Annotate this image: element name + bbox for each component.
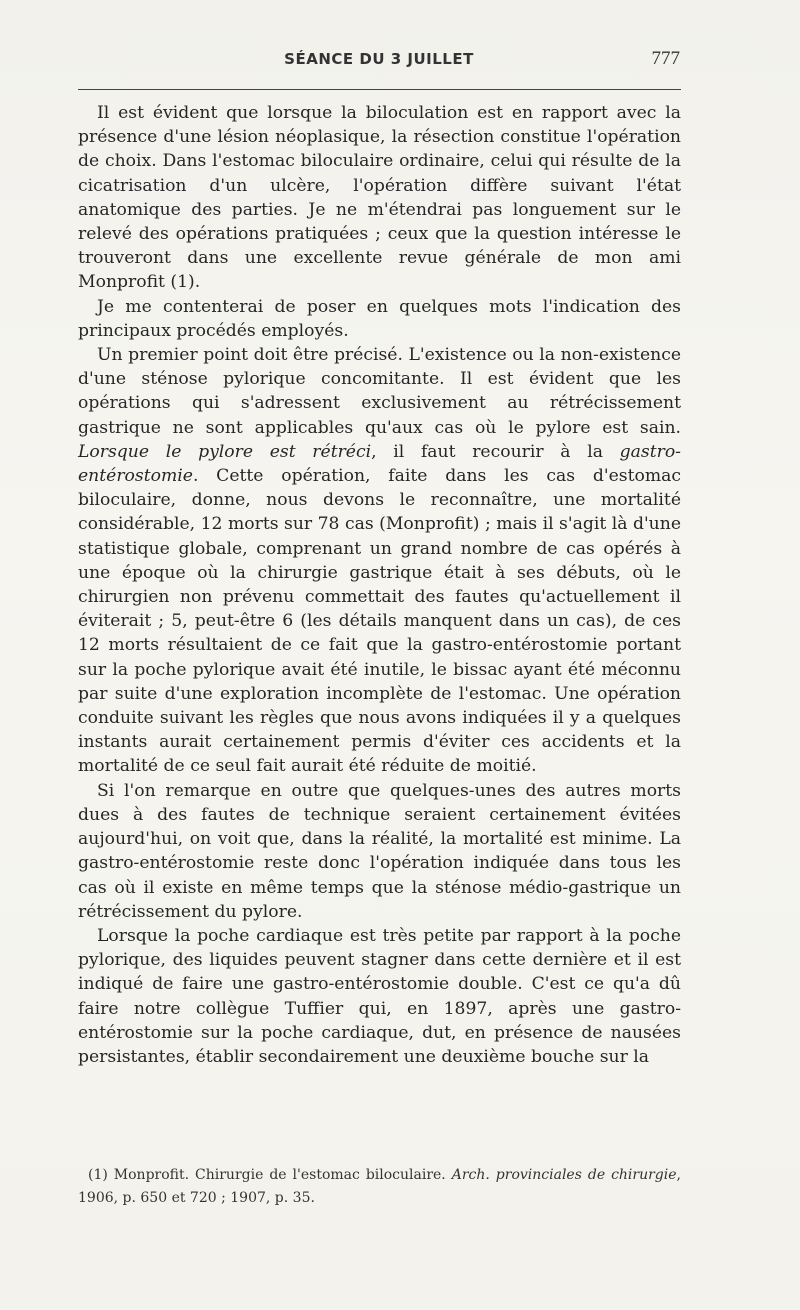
- footnote-part-b: , 1906, p. 650 et 720 ; 1907, p. 35.: [78, 1167, 681, 1206]
- footnote-italic: Arch. provinciales de chirurgie: [451, 1167, 677, 1183]
- footnote-1: [78, 1164, 681, 1210]
- page-header: [78, 44, 680, 84]
- paragraph-3-part-b: , il faut recourir à la: [371, 441, 620, 462]
- paragraph-3-italic-2: gastro-entérostomie: [78, 441, 681, 487]
- footnote: [78, 1164, 681, 1210]
- paragraph-1: Il est évident que lorsque la biloculation est en rapport avec la présence d'une lésion néoplasique, la résection constitue l'opération de choix. Dans l'estomac biloculaire ordinaire, celui qui résulte de la cicatrisation d'un ulcère, l'opération diffère suivant l'état anatomique des parties. Je ne m'étendrai pas longuement sur le relevé des opérations pratiquées ; ceux que la question intéresse le trouveront dans une excellente revue générale de mon ami Monprofit (1).: [78, 103, 681, 293]
- paragraph-3-part-a: Un premier point doit être précisé. L'existence ou la non-existence d'une sténose pylorique concomitante. Il est évident que les opérations qui s'adressent exclusivement au rétrécissement gastrique ne sont applicables qu'aux cas où le pylore est sain.: [78, 345, 681, 438]
- header-rule: [78, 89, 681, 90]
- body-text: [78, 101, 681, 1069]
- paragraph-3: [78, 343, 681, 779]
- paragraph-5: Lorsque la poche cardiaque est très petite par rapport à la poche pylorique, des liquides peuvent stagner dans cette dernière et il est indiqué de faire une gastro-entérostomie double. C'est ce qu'a dû faire notre collègue Tuffier qui, en 1897, après une gastro-entérostomie sur la poche cardiaque, dut, en présence de nausées persistantes, établir secondairement une deuxième bouche sur la: [78, 925, 681, 1067]
- footnote-part-a: (1) Monprofit. Chirurgie de l'estomac biloculaire.: [88, 1167, 452, 1183]
- paragraph-2: Je me contenterai de poser en quelques mots l'indication des principaux procédés employés.: [78, 296, 681, 341]
- running-title: SÉANCE DU 3 JUILLET: [284, 50, 474, 68]
- paragraph-3-italic-1: Lorsque le pylore est rétréci: [78, 441, 372, 462]
- page-number: 777: [651, 48, 680, 69]
- paragraph-4: Si l'on remarque en outre que quelques-unes des autres morts dues à des fautes de technique seraient certainement évitées aujourd'hui, on voit que, dans la réalité, la mortalité est minime. La gastro-entérostomie reste donc l'opération indiquée dans tous les cas où il existe en même temps que la sténose médio-gastrique un rétrécissement du pylore.: [78, 780, 681, 922]
- paragraph-3-part-c: . Cette opération, faite dans les cas d'estomac biloculaire, donne, nous devons le reconnaître, une mortalité considérable, 12 morts sur 78 cas (Monprofit) ; mais il s'agit là d'une statistique globale, comprenant un grand nombre de cas opérés à une époque où la chirurgie gastrique était à ses débuts, où le chirurgien non prévenu commettait des fautes qu'actuellement il éviterait ; 5, peut-être 6 (les détails manquent dans un cas), de ces 12 morts résultaient de ce fait que la gastro-entérostomie portant sur la poche pylorique avait été inutile, le bissac ayant été méconnu par suite d'une exploration incomplète de l'estomac. Une opération conduite suivant les règles que nous avons indiquées il y a quelques instants aurait certainement permis d'éviter ces accidents et la mortalité de ce seul fait aurait été réduite de moitié.: [78, 466, 681, 777]
